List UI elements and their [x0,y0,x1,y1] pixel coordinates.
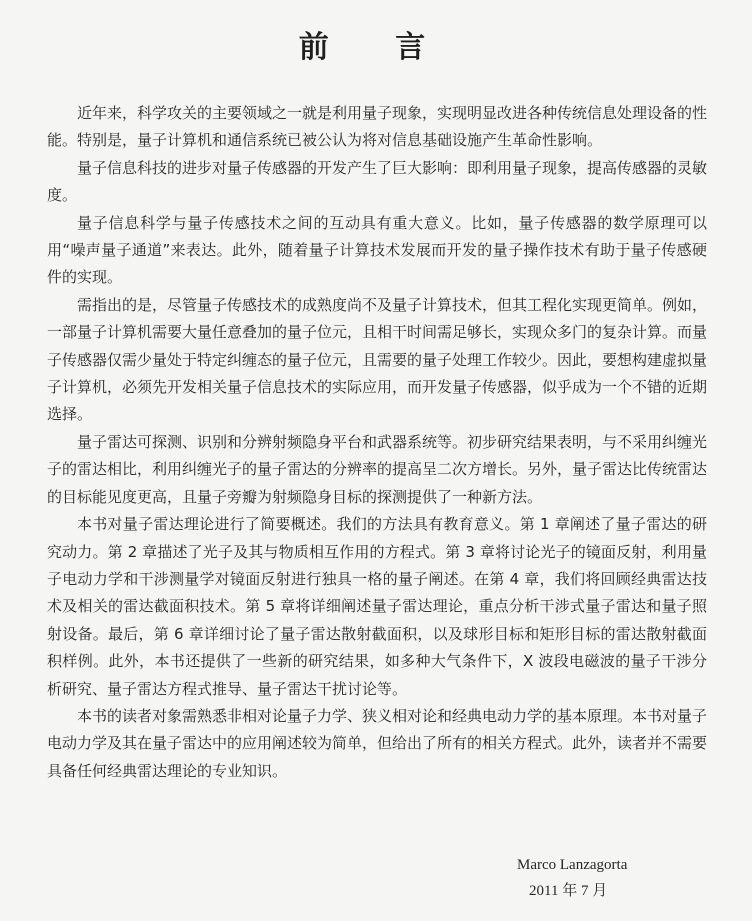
paragraph-4: 需指出的是，尽管量子传感技术的成熟度尚不及量子计算技术，但其工程化实现更简单。例如，一部量子计算机需要大量任意叠加的量子位元，且相干时间需足够长，实现众多门的复杂计算。而量子传感器仅需少量处于特定纠缠态的量子位元，且需要的量子处理工作较少。因此，要想构建虚拟量子计算机，必须先开发相关量子信息技术的实际应用，而开发量子传感器，似乎成为一个不错的近期选择。 [47,295,708,424]
signature-date: 2011 年 7 月 [529,883,608,899]
signature-block [515,852,675,904]
author-name: Marco Lanzagorta [517,857,628,873]
paragraph-3: 量子信息科学与量子传感技术之间的互动具有重大意义。比如，量子传感器的数学原理可以用“噪声量子通道”来表达。此外，随着量子计算技术发展而开发的量子操作技术有助于量子传感硬件的实现。 [47,213,707,287]
page-title: 前 言 [298,30,454,65]
paragraph-5: 量子雷达可探测、识别和分辨射频隐身平台和武器系统等。初步研究结果表明，与不采用纠缠光子的雷达相比，利用纠缠光子的量子雷达的分辨率的提高呈二次方增长。另外，量子雷达比传统雷达的目标能见度更高，且量子旁瓣为射频隐身目标的探测提供了一种新方法。 [47,432,708,506]
paragraph-1: 近年来，科学攻关的主要领域之一就是利用量子现象，实现明显改进各种传统信息处理设备的性能。特别是，量子计算机和通信系统已被公认为将对信息基础设施产生革命性影响。 [47,104,708,150]
preface-body [47,100,707,785]
paragraph-6: 本书对量子雷达理论进行了简要概述。我们的方法具有教育意义。第 1 章阐述了量子雷达的研究动力。第 2 章描述了光子及其与物质相互作用的方程式。第 3 章将讨论光子的镜面反射，利用量子电动力学和干涉测量学对镜面反射进行独具一格的量子阐述。在第 4 章，我们将回顾经典雷达技术及相关的雷达截面积技术。第 5 章将详细阐述量子雷达理论，重点分析干涉式量子雷达和量子照射设备。最后，第 6 章详细讨论了量子雷达散射截面积，以及球形目标和矩形目标的雷达散射截面积样例。此外，本书还提供了一些新的研究结果，如多种大气条件下，X 波段电磁波的量子干涉分析研究、量子雷达方程式推导、量子雷达干扰讨论等。 [47,515,707,698]
paragraph-7: 本书的读者对象需熟悉非相对论量子力学、狭义相对论和经典电动力学的基本原理。本书对量子电动力学及其在量子雷达中的应用阐述较为简单，但给出了所有的相关方程式。此外，读者并不需要具备任何经典雷达理论的专业知识。 [47,706,708,780]
paragraph-2: 量子信息科技的进步对量子传感器的开发产生了巨大影响：即利用量子现象，提高传感器的灵敏度。 [47,158,708,205]
